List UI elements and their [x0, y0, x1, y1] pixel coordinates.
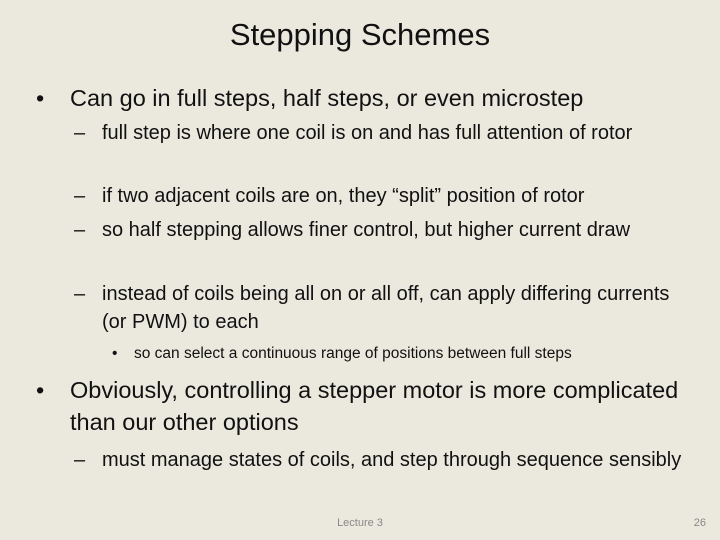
bullet-level2 — [74, 119, 684, 147]
dash-marker: – — [74, 122, 86, 144]
footer-lecture-label: Lecture 3 — [337, 517, 383, 529]
slide-title: Stepping Schemes — [229, 17, 491, 52]
bullet-text: full step is where one coil is on and has full attention of rotor — [102, 122, 633, 144]
bullet-text: Can go in full steps, half steps, or even microstep — [70, 85, 584, 111]
bullet-level2 — [74, 280, 684, 336]
bullet-level2 — [74, 446, 684, 474]
bullet-text: must manage states of coils, and step through sequence sensibly — [102, 449, 682, 471]
bullet-text: so can select a continuous range of positions between full steps — [134, 345, 572, 362]
dash-marker: – — [74, 185, 86, 207]
bullet-marker: • — [36, 377, 45, 403]
bullet-level1 — [36, 82, 696, 114]
bullet-level3 — [112, 343, 692, 365]
bullet-text: Obviously, controlling a stepper motor is more complicated than our other options — [70, 377, 679, 435]
bullet-marker: • — [112, 345, 118, 362]
dash-marker: – — [74, 283, 86, 305]
bullet-level1 — [36, 374, 696, 438]
bullet-level2 — [74, 216, 684, 244]
bullet-text: so half stepping allows finer control, but higher current draw — [102, 219, 631, 241]
bullet-text: instead of coils being all on or all off, can apply differing currents (or PWM) to each — [102, 283, 670, 333]
bullet-text: if two adjacent coils are on, they “split” position of rotor — [102, 185, 585, 207]
page-number: 26 — [693, 517, 706, 529]
bullet-marker: • — [36, 85, 45, 111]
bullet-level2 — [74, 182, 684, 210]
dash-marker: – — [74, 219, 86, 241]
dash-marker: – — [74, 449, 86, 471]
